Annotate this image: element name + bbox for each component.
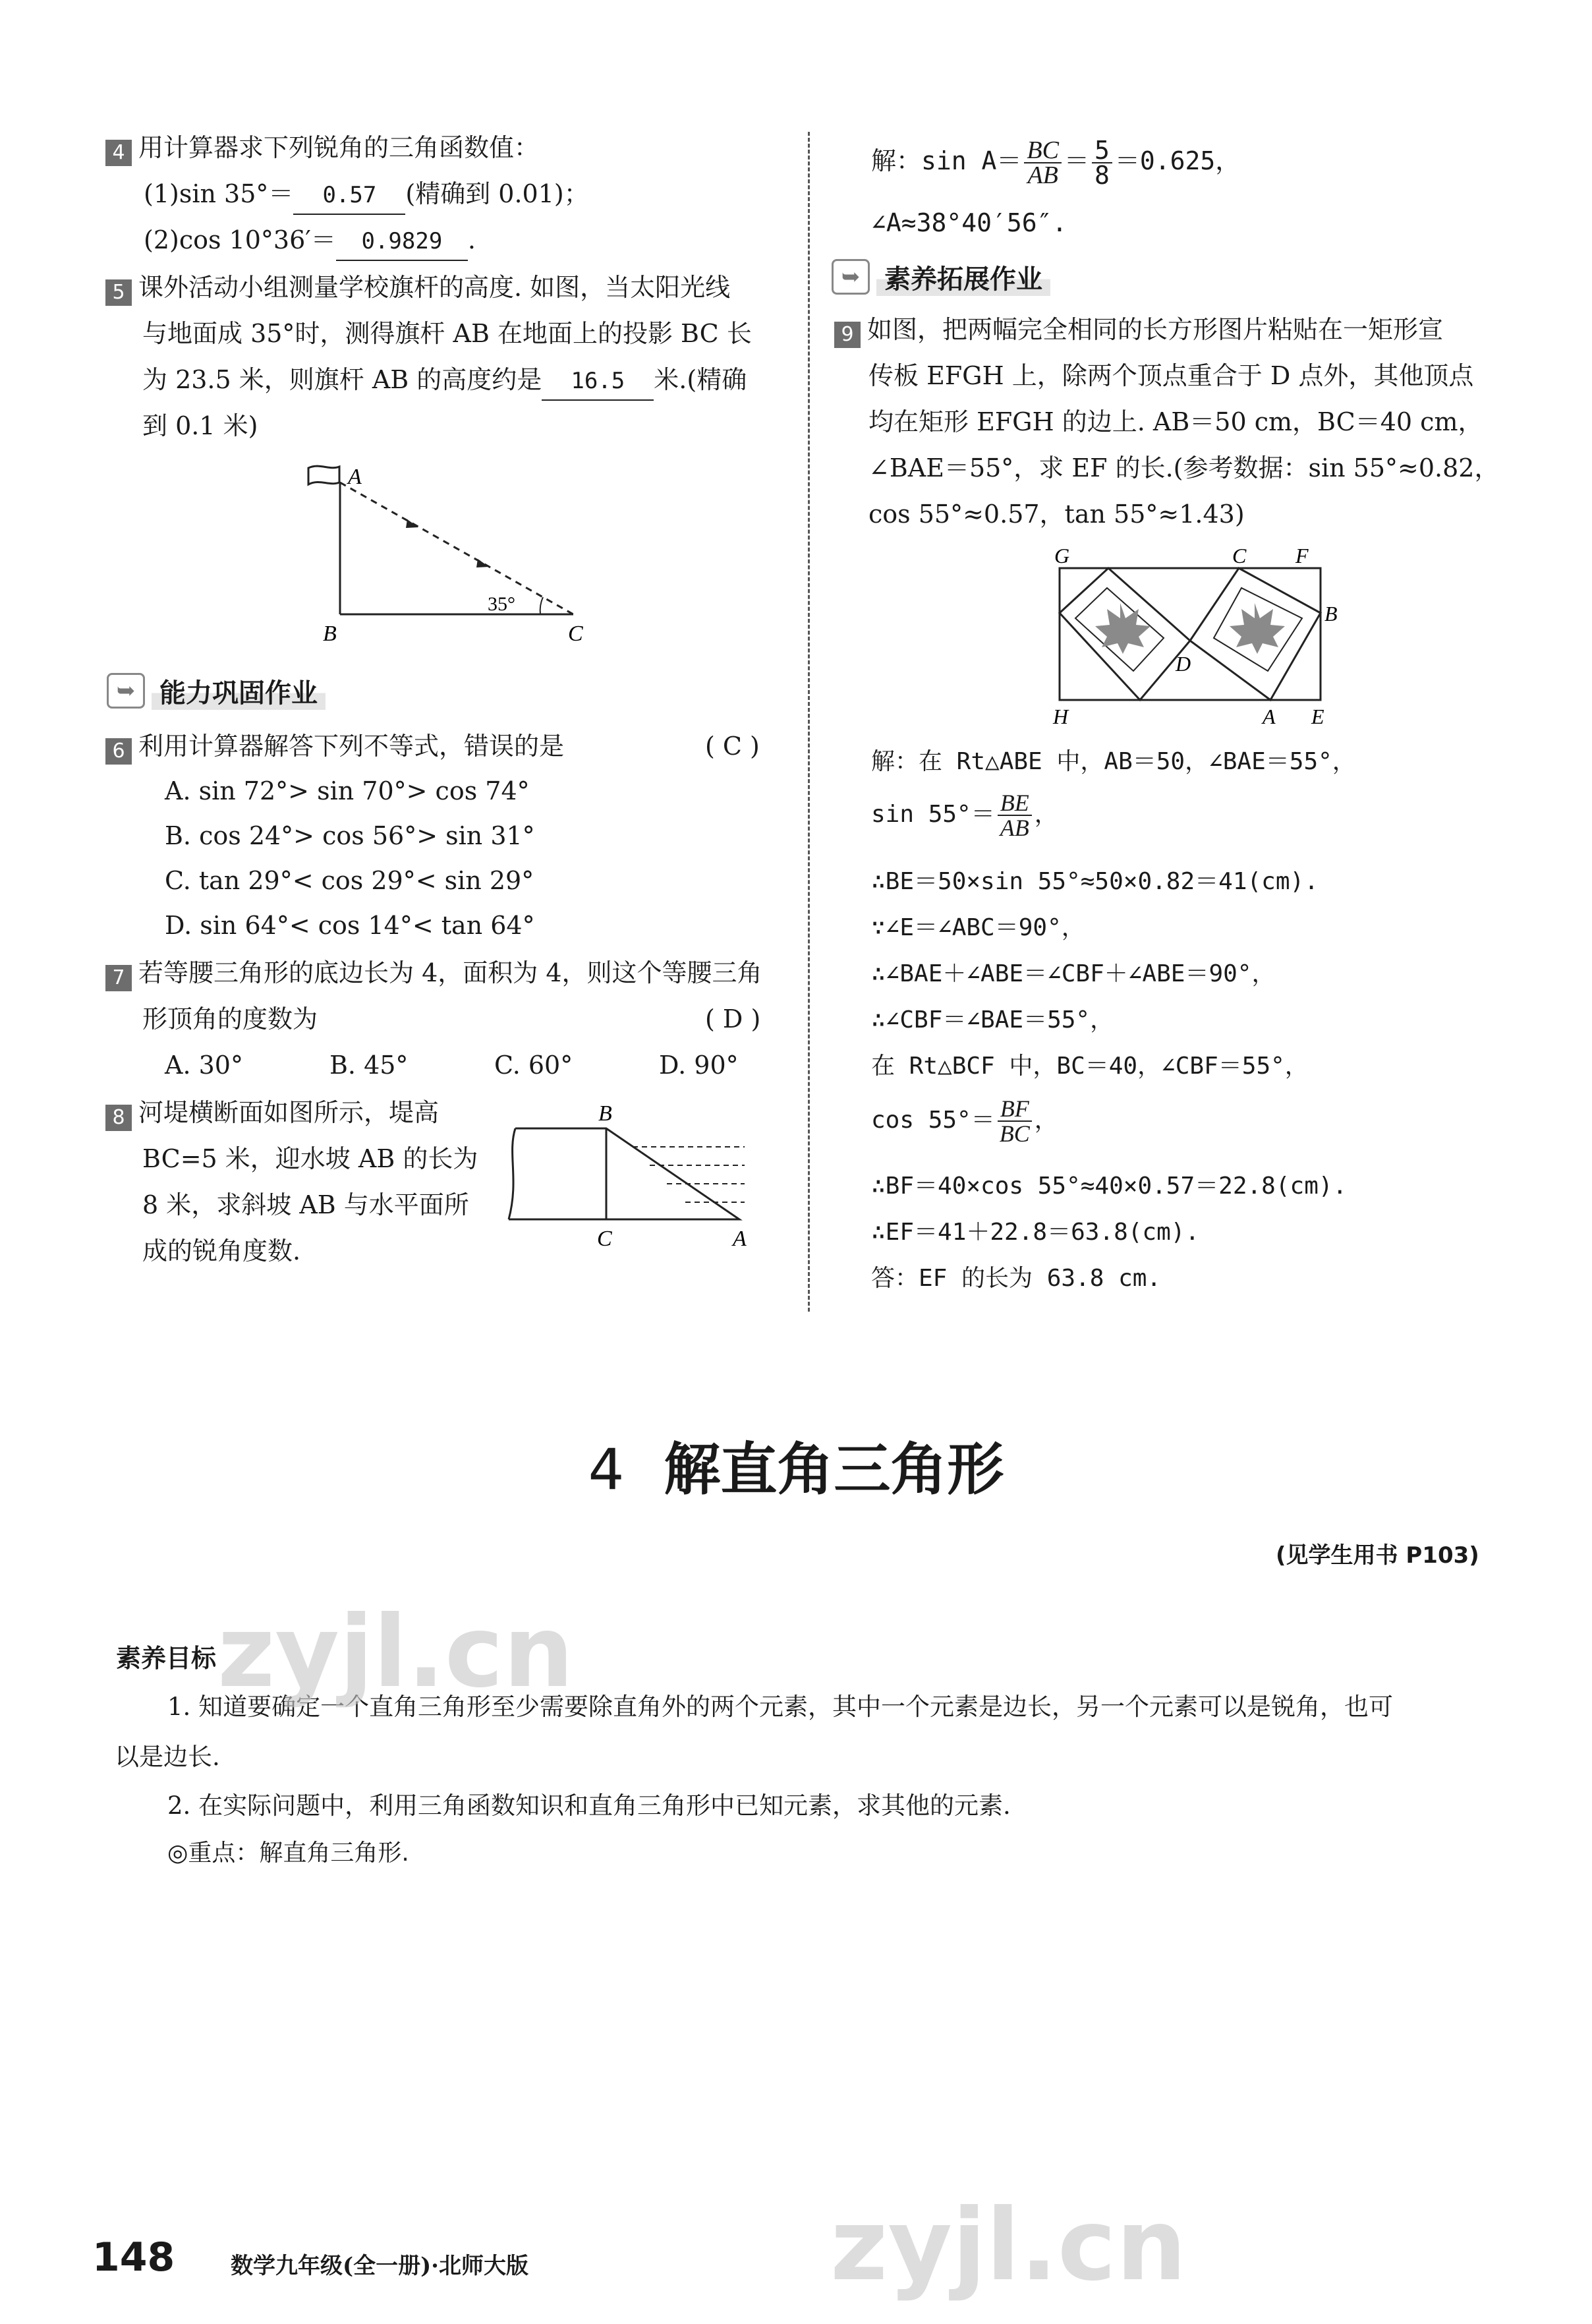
- label-a: A: [1263, 705, 1276, 728]
- label-a: A: [733, 1227, 747, 1251]
- q7-option-a: A. 30°: [165, 1051, 243, 1080]
- q4-part1-prefix: (1)sin 35°＝: [144, 179, 294, 208]
- ray-arrow-2: [476, 559, 489, 567]
- frac-den: AB: [1000, 815, 1029, 841]
- q9-line1: [834, 311, 1443, 348]
- q9-sol-l2-suffix: ，: [1034, 801, 1058, 828]
- chapter-reference: (见学生用书 P103): [1276, 1542, 1479, 1569]
- q8-number: 8: [105, 1105, 132, 1131]
- q5-line1: [105, 269, 730, 306]
- q8-line1-text: 河堤横断面如图所示，堤高: [138, 1098, 440, 1127]
- q9-sol-l11: 答：EF 的长为 63.8 cm.: [871, 1265, 1162, 1292]
- q9-line3: 均在矩形 EFGH 的边上. AB＝50 cm，BC＝40 cm，: [868, 407, 1483, 436]
- watermark-mid: zyjl.cn: [217, 1595, 574, 1710]
- goal-1b: 以是边长.: [115, 1743, 220, 1771]
- q4-stem: [105, 129, 539, 166]
- fraction-5-8: [1092, 135, 1112, 190]
- q4-part2-answer: 0.9829: [336, 223, 468, 261]
- q7-option-c: C. 60°: [494, 1051, 573, 1080]
- q6-number: 6: [105, 738, 132, 765]
- equals-sign: ＝: [1064, 146, 1089, 175]
- label-g: G: [1054, 544, 1070, 567]
- label-b: B: [1324, 602, 1338, 625]
- q9-sol-l5: ∴∠BAE＋∠ABE＝∠CBF＋∠ABE＝90°，: [871, 960, 1276, 987]
- fraction-be-ab: [998, 791, 1032, 840]
- q9-sol-l7: 在 Rt△BCF 中，BC＝40，∠CBF＝55°，: [871, 1053, 1309, 1080]
- section-ability-title: 能力巩固作业: [152, 672, 326, 710]
- q7-number: 7: [105, 965, 132, 991]
- q9-line1-text: 如图，把两幅完全相同的长方形图片粘贴在一矩形宣: [867, 315, 1444, 344]
- q5-line3-prefix: 为 23.5 米，则旗杆 AB 的高度约是: [142, 365, 542, 394]
- q8-sol-suffix: ＝0.625，: [1114, 146, 1241, 175]
- embankment-figure: [501, 1094, 764, 1252]
- q7-line1-text: 若等腰三角形的底边长为 4，面积为 4，则这个等腰三角: [138, 958, 762, 987]
- q5-line4: 到 0.1 米): [142, 411, 258, 440]
- flagpole-figure: [290, 461, 606, 653]
- q9-sol-l1: 解：在 Rt△ABE 中，AB＝50，∠BAE＝55°，: [871, 748, 1356, 775]
- q8-sol-prefix: 解：sin A＝: [871, 146, 1022, 175]
- frac-num: BE: [998, 791, 1032, 816]
- q6-option-a: A. sin 72°> sin 70°> cos 74°: [165, 776, 530, 805]
- q9-line2: 传板 EFGH 上，除两个顶点重合于 D 点外，其他顶点: [868, 361, 1474, 390]
- q6-option-d: D. sin 64°< cos 14°< tan 64°: [165, 911, 535, 940]
- maple-leaf-left: [1095, 603, 1151, 654]
- chapter-title-text: 解直角三角形: [664, 1437, 1004, 1503]
- q8-solution-line1: [871, 135, 1241, 190]
- q7-answer: ( D ): [705, 1004, 761, 1033]
- section-extend-header: [832, 256, 1050, 298]
- frac-num: BC: [1024, 138, 1062, 163]
- section-ability-header: [107, 670, 326, 712]
- fraction-bc-ab: [1024, 138, 1062, 187]
- q9-sol-l9: ∴BF＝40×cos 55°≈40×0.57＝22.8(cm).: [871, 1173, 1348, 1200]
- q4-part2: [144, 221, 476, 261]
- chapter-number: 4: [588, 1437, 625, 1503]
- q7-option-b: B. 45°: [329, 1051, 409, 1080]
- goal-2: 2. 在实际问题中，利用三角函数知识和直角三角形中已知元素，求其他的元素.: [167, 1791, 1011, 1820]
- q8-line3: 8 米，求斜坡 AB 与水平面所: [142, 1190, 469, 1219]
- goal-1a: 1. 知道要确定一个直角三角形至少需要除直角外的两个元素，其中一个元素是边长，另一个元素可以是锐角，也可: [167, 1693, 1394, 1721]
- q9-number: 9: [834, 322, 861, 348]
- label-c: C: [568, 622, 583, 646]
- column-divider: [808, 132, 810, 1312]
- angle-arc: [540, 597, 543, 614]
- q8-line4: 成的锐角度数.: [142, 1236, 301, 1265]
- q8-solution-line2: ∠A≈38°40′56″.: [871, 208, 1067, 237]
- q5-line3: [142, 361, 747, 401]
- frac-den: 8: [1094, 160, 1110, 190]
- maple-leaf-right: [1230, 603, 1285, 654]
- flag-shape: [308, 466, 339, 484]
- arrow-icon: ➥: [832, 259, 870, 295]
- sun-ray: [340, 482, 573, 614]
- label-h: H: [1053, 705, 1069, 728]
- key-point: ◎重点：解直角三角形.: [167, 1840, 409, 1867]
- q6-option-c: C. tan 29°< cos 29°< sin 29°: [165, 866, 534, 895]
- q8-line2: BC=5 米，迎水坡 AB 的长为: [142, 1144, 478, 1173]
- fraction-bf-bc: [998, 1097, 1032, 1146]
- ray-arrow-1: [406, 519, 418, 528]
- label-c: C: [1232, 544, 1247, 567]
- embankment-break: [509, 1128, 515, 1219]
- q9-sol-l4: ∵∠E＝∠ABC＝90°，: [871, 914, 1085, 941]
- q4-part1: [144, 175, 589, 215]
- page-number: 148: [92, 2234, 175, 2280]
- q9-sol-l2: [871, 791, 1058, 840]
- q9-line4: ∠BAE＝55°，求 EF 的长.(参考数据：sin 55°≈0.82，: [868, 453, 1500, 482]
- q6-answer: ( C ): [705, 732, 760, 761]
- q9-sol-l8-suffix: ，: [1034, 1107, 1058, 1134]
- q8-line1: [105, 1094, 439, 1131]
- watermark-bottom: zyjl.cn: [830, 2188, 1187, 2303]
- frac-num: BF: [998, 1097, 1032, 1122]
- label-b: B: [598, 1101, 612, 1126]
- q9-sol-l8-prefix: cos 55°＝: [871, 1107, 995, 1134]
- frac-den: BC: [999, 1120, 1030, 1147]
- q7-option-d: D. 90°: [659, 1051, 739, 1080]
- board-figure: [1041, 540, 1344, 732]
- label-b: B: [323, 622, 337, 646]
- label-angle: 35°: [488, 593, 515, 615]
- q4-part1-answer: 0.57: [293, 177, 405, 215]
- label-e: E: [1311, 705, 1324, 728]
- label-c: C: [597, 1227, 612, 1251]
- q5-line2: 与地面成 35°时，测得旗杆 AB 在地面上的投影 BC 长: [142, 319, 752, 348]
- q9-sol-l2-prefix: sin 55°＝: [871, 801, 995, 828]
- label-a: A: [348, 465, 362, 489]
- q5-answer: 16.5: [542, 363, 654, 401]
- section-extend-title: 素养拓展作业: [876, 258, 1050, 296]
- q9-sol-l10: ∴EF＝41＋22.8＝63.8(cm).: [871, 1219, 1200, 1246]
- q6-option-b: B. cos 24°> cos 56°> sin 31°: [165, 821, 535, 850]
- q5-line3-suffix: 米.(精确: [654, 365, 747, 394]
- arrow-icon: ➥: [107, 673, 145, 709]
- q9-line5: cos 55°≈0.57，tan 55°≈1.43): [868, 500, 1245, 529]
- label-d: D: [1176, 652, 1191, 676]
- chapter-title: [0, 1424, 1592, 1505]
- goals-heading: 素养目标: [116, 1644, 217, 1673]
- q6-stem-text: 利用计算器解答下列不等式，错误的是: [138, 732, 565, 761]
- q5-number: 5: [105, 279, 132, 306]
- q6-stem: [105, 728, 564, 765]
- q5-line1-text: 课外活动小组测量学校旗杆的高度. 如图，当太阳光线: [138, 273, 731, 302]
- frac-den: AB: [1027, 161, 1058, 189]
- q9-sol-l8: [871, 1097, 1058, 1146]
- q7-line2: 形顶角的度数为: [142, 1004, 318, 1033]
- q4-number: 4: [105, 140, 132, 166]
- q9-sol-l3: ∴BE＝50×sin 55°≈50×0.82＝41(cm).: [871, 868, 1319, 895]
- q4-stem-text: 用计算器求下列锐角的三角函数值：: [138, 133, 540, 162]
- embankment-outline: [509, 1128, 739, 1219]
- q4-part2-prefix: (2)cos 10°36′＝: [144, 225, 336, 254]
- q4-part2-suffix: .: [467, 225, 476, 254]
- book-title: 数学九年级(全一册)·北师大版: [231, 2253, 529, 2279]
- q9-sol-l6: ∴∠CBF＝∠BAE＝55°，: [871, 1006, 1114, 1033]
- frac-num: 5: [1092, 138, 1112, 163]
- q7-line1: [105, 954, 762, 991]
- q4-part1-suffix: (精确到 0.01)；: [405, 179, 589, 208]
- label-f: F: [1295, 544, 1309, 567]
